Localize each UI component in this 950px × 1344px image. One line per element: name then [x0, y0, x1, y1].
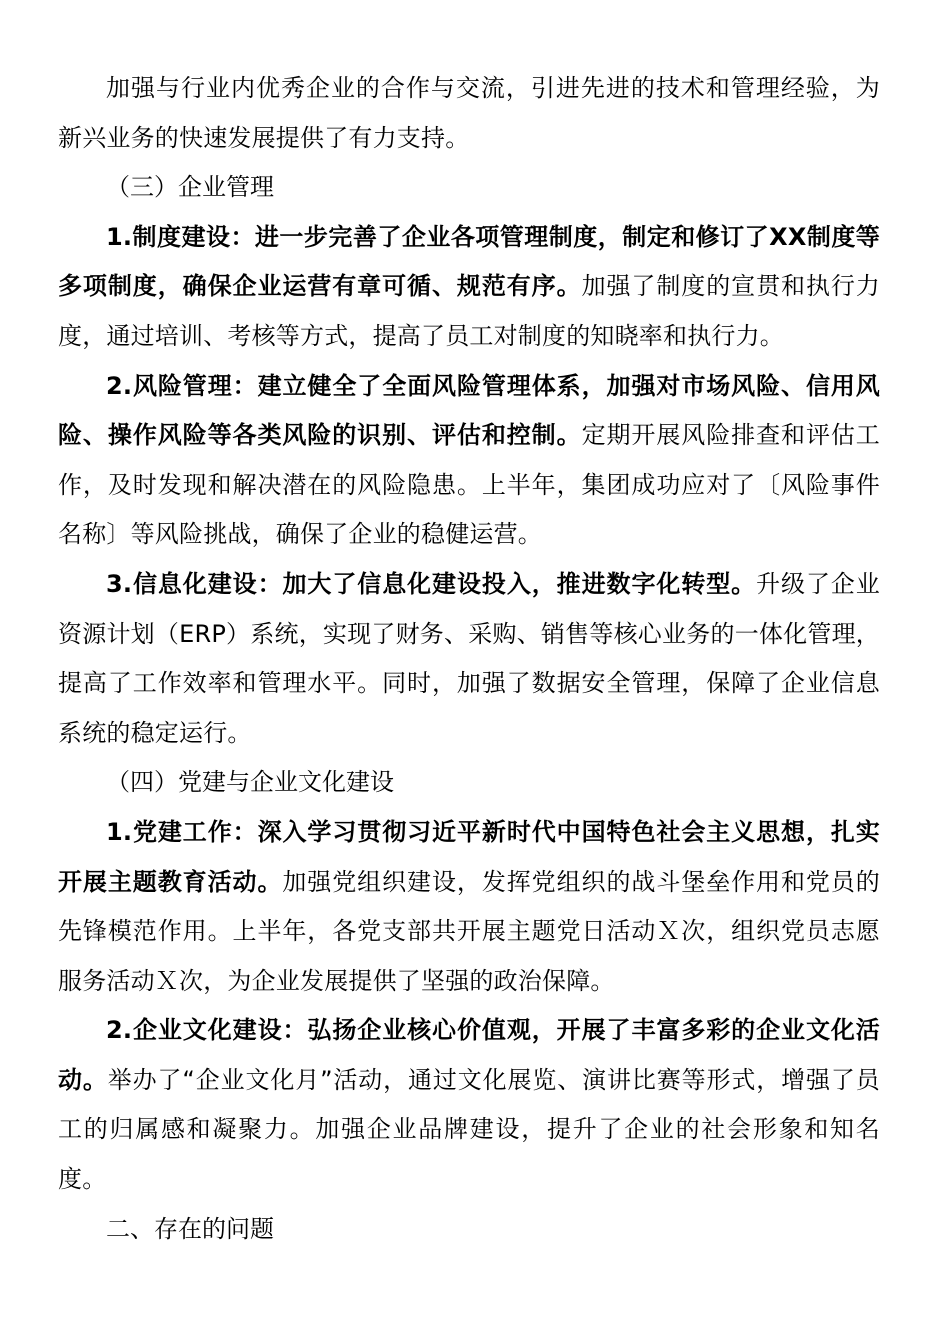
paragraph-text: 加强与行业内优秀企业的合作与交流，引进先进的技术和管理经验，为新兴业务的快速发展提供了有力支持。: [58, 74, 880, 152]
paragraph-text: 升级了企业资源计划（ERP）系统，实现了财务、采购、销售等核心业务的一体化管理，提高了工作效率和管理水平。同时，加强了数据安全管理，保障了企业信息系统的稳定运行。: [58, 569, 880, 747]
paragraph-text: 加强党组织建设，发挥党组织的战斗堡垒作用和党员的先锋模范作用。上半年，各党支部共开展主题党日活动Ｘ次，组织党员志愿服务活动Ｘ次，为企业发展提供了坚强的政治保障。: [58, 867, 880, 995]
paragraph-party-building: [58, 808, 880, 1006]
heading-text: （四）党建与企业文化建设: [106, 768, 394, 797]
document-page: [58, 64, 880, 1254]
paragraph-bold-lead: 3.信息化建设：加大了信息化建设投入，推进数字化转型。: [106, 569, 757, 598]
paragraph-bold-lead: 2.风险管理：建立健全了全面风险管理体系，加强对市场风险、信用风险、操作风险等各类风险的识别、评估和控制。: [58, 371, 880, 450]
paragraph-bold-lead: 1.党建工作：深入学习贯彻习近平新时代中国特色社会主义思想，扎实开展主题教育活动。: [58, 817, 880, 896]
heading-text: （三）企业管理: [106, 173, 274, 202]
paragraph-bold-lead: 1.制度建设：进一步完善了企业各项管理制度，制定和修订了XX制度等多项制度，确保企业运营有章可循、规范有序。: [58, 222, 880, 301]
paragraph-system-building: [58, 213, 880, 362]
paragraph-text: 加强了制度的宣贯和执行力度，通过培训、考核等方式，提高了员工对制度的知晓率和执行力。: [58, 272, 881, 350]
paragraph-risk-management: [58, 362, 880, 560]
paragraph-corporate-culture: [58, 1006, 880, 1204]
paragraph-informatization: [58, 560, 880, 758]
section-heading-party-culture: [58, 758, 880, 808]
section-heading-enterprise-management: [58, 163, 880, 213]
chapter-heading-existing-problems: [58, 1205, 880, 1255]
paragraph-bold-lead: 2.企业文化建设：弘扬企业核心价值观，开展了丰富多彩的企业文化活动。: [58, 1016, 880, 1094]
paragraph-cooperation: [58, 64, 880, 163]
paragraph-text: 举办了“企业文化月”活动，通过文化展览、演讲比赛等形式，增强了员工的归属感和凝聚力。加强企业品牌建设，提升了企业的社会形象和知名度。: [58, 1065, 881, 1194]
heading-text: 二、存在的问题: [106, 1214, 274, 1243]
paragraph-text: 定期开展风险排查和评估工作，及时发现和解决潜在的风险隐患。上半年，集团成功应对了〔风险事件名称〕等风险挑战，确保了企业的稳健运营。: [58, 421, 881, 549]
